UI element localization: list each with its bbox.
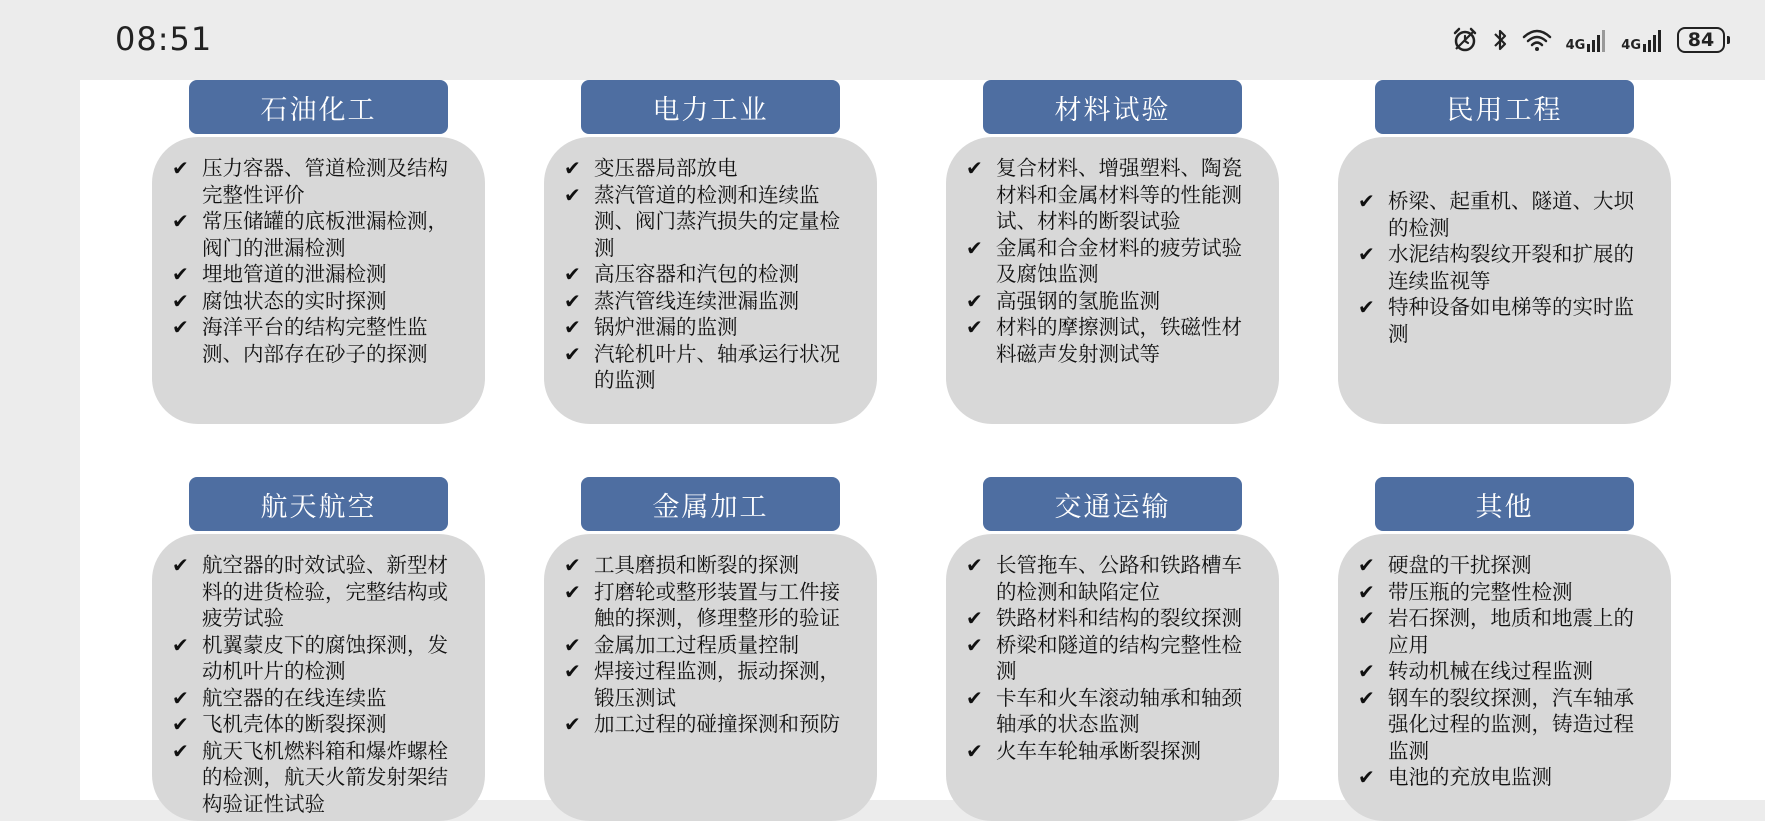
check-icon: ✔ [172,712,189,736]
check-icon: ✔ [172,209,189,233]
check-icon: ✔ [564,156,581,180]
battery-icon: 84 [1677,27,1725,53]
check-icon: ✔ [172,685,189,710]
list-item: ✔ 硬盘的干扰探测 [1358,553,1532,577]
check-icon: ✔ [966,685,983,710]
check-icon: ✔ [1358,606,1375,630]
list-item: ✔ 海洋平台的结构完整性监测、内部存在砂子的探测 [172,315,428,366]
slide-canvas [80,80,1765,816]
list-item: ✔ 特种设备如电梯等的实时监测 [1358,295,1634,346]
check-icon: ✔ [564,182,581,207]
check-icon: ✔ [1358,242,1375,266]
check-icon: ✔ [966,235,983,260]
check-icon: ✔ [172,156,189,180]
check-icon: ✔ [564,579,581,604]
list-item: ✔ 变压器局部放电 [564,156,738,180]
check-icon: ✔ [966,606,983,630]
card-body [1338,137,1671,424]
list-item: ✔ 蒸汽管道的检测和连续监测、阀门蒸汽损失的定量检测 [564,182,840,260]
status-clock: 08:51 [115,20,213,58]
check-icon: ✔ [172,262,189,286]
list-item: ✔ 常压储罐的底板泄漏检测，阀门的泄漏检测 [172,209,448,260]
list-item: ✔ 桥梁和隧道的结构完整性检测 [966,632,1242,683]
check-icon: ✔ [966,156,983,180]
card-title: 金属加工 [581,477,840,531]
card-title: 石油化工 [189,80,448,134]
signal-4g-icon: 4G [1621,28,1663,52]
list-item: ✔ 铁路材料和结构的裂纹探测 [966,606,1242,630]
check-icon: ✔ [564,262,581,286]
check-icon: ✔ [966,553,983,577]
list-item: ✔ 航空器的在线连续监 [172,685,387,710]
card-body [544,137,877,424]
check-icon: ✔ [564,659,581,683]
check-icon: ✔ [564,712,581,736]
check-icon: ✔ [564,553,581,577]
check-icon: ✔ [1358,553,1375,577]
check-icon: ✔ [172,288,189,313]
list-item: ✔ 加工过程的碰撞探测和预防 [564,712,840,736]
check-icon: ✔ [564,341,581,366]
list-item: ✔ 焊接过程监测，振动探测，锻压测试 [564,659,840,710]
bluetooth-icon [1492,27,1508,53]
list-item: ✔ 工具磨损和断裂的探测 [564,553,799,577]
status-bar [0,0,1765,80]
check-icon: ✔ [1358,765,1375,789]
list-item: ✔ 打磨轮或整形装置与工件接触的探测，修理整形的验证 [564,579,840,630]
list-item: ✔ 锅炉泄漏的监测 [564,315,738,339]
card-body [946,534,1279,821]
card-body [544,534,877,821]
card-body [1338,534,1671,821]
card-title: 交通运输 [983,477,1242,531]
list-item: ✔ 带压瓶的完整性检测 [1358,579,1573,604]
list-item: ✔ 埋地管道的泄漏检测 [172,262,387,286]
list-item: ✔ 航天飞机燃料箱和爆炸螺栓的检测，航天火箭发射架结构验证性试验 [172,738,448,816]
card-body [946,137,1279,424]
list-item: ✔ 复合材料、增强塑料、陶瓷材料和金属材料等的性能测试、材料的断裂试验 [966,156,1242,233]
alarm-icon [1452,27,1478,53]
check-icon: ✔ [172,315,189,339]
card-title: 民用工程 [1375,80,1634,134]
list-item: ✔ 腐蚀状态的实时探测 [172,288,387,313]
check-icon: ✔ [172,632,189,657]
check-icon: ✔ [966,315,983,339]
list-item: ✔ 金属加工过程质量控制 [564,632,799,657]
list-item: ✔ 桥梁、起重机、隧道、大坝的检测 [1358,189,1634,240]
list-item: ✔ 压力容器、管道检测及结构完整性评价 [172,156,448,207]
wifi-icon [1522,28,1552,52]
list-item: ✔ 飞机壳体的断裂探测 [172,712,387,736]
card-title: 材料试验 [983,80,1242,134]
check-icon: ✔ [1358,659,1375,683]
list-item: ✔ 钢车的裂纹探测，汽车轴承强化过程的监测，铸造过程监测 [1358,685,1634,763]
check-icon: ✔ [564,288,581,313]
list-item: ✔ 航空器的时效试验、新型材料的进货检验，完整结构或疲劳试验 [172,553,448,630]
check-icon: ✔ [172,738,189,763]
check-icon: ✔ [1358,579,1375,604]
list-item: ✔ 高强钢的氢脆监测 [966,288,1160,313]
check-icon: ✔ [1358,295,1375,319]
check-icon: ✔ [172,553,189,577]
list-item: ✔ 长管拖车、公路和铁路槽车的检测和缺陷定位 [966,553,1242,604]
card-title: 航天航空 [189,477,448,531]
card-body [152,137,485,424]
check-icon: ✔ [966,632,983,657]
list-item: ✔ 转动机械在线过程监测 [1358,659,1593,683]
list-item: ✔ 蒸汽管线连续泄漏监测 [564,288,799,313]
status-icons [1452,24,1725,56]
list-item: ✔ 火车车轮轴承断裂探测 [966,738,1201,763]
card-title: 电力工业 [581,80,840,134]
card-body [152,534,485,821]
list-item: ✔ 岩石探测，地质和地震上的应用 [1358,606,1634,657]
list-item: ✔ 水泥结构裂纹开裂和扩展的连续监视等 [1358,242,1634,293]
check-icon: ✔ [966,738,983,763]
list-item: ✔ 金属和合金材料的疲劳试验及腐蚀监测 [966,235,1242,286]
list-item: ✔ 机翼蒙皮下的腐蚀探测，发动机叶片的检测 [172,632,448,683]
list-item: ✔ 高压容器和汽包的检测 [564,262,799,286]
check-icon: ✔ [1358,685,1375,710]
list-item: ✔ 卡车和火车滚动轴承和轴颈轴承的状态监测 [966,685,1242,736]
signal-4g-icon: 4G [1566,28,1608,52]
list-item: ✔ 电池的充放电监测 [1358,765,1552,789]
check-icon: ✔ [564,315,581,339]
check-icon: ✔ [966,288,983,313]
list-item: ✔ 汽轮机叶片、轴承运行状况的监测 [564,341,840,392]
check-icon: ✔ [1358,189,1375,213]
check-icon: ✔ [564,632,581,657]
list-item: ✔ 材料的摩擦测试，铁磁性材料磁声发射测试等 [966,315,1242,366]
card-title: 其他 [1375,477,1634,531]
